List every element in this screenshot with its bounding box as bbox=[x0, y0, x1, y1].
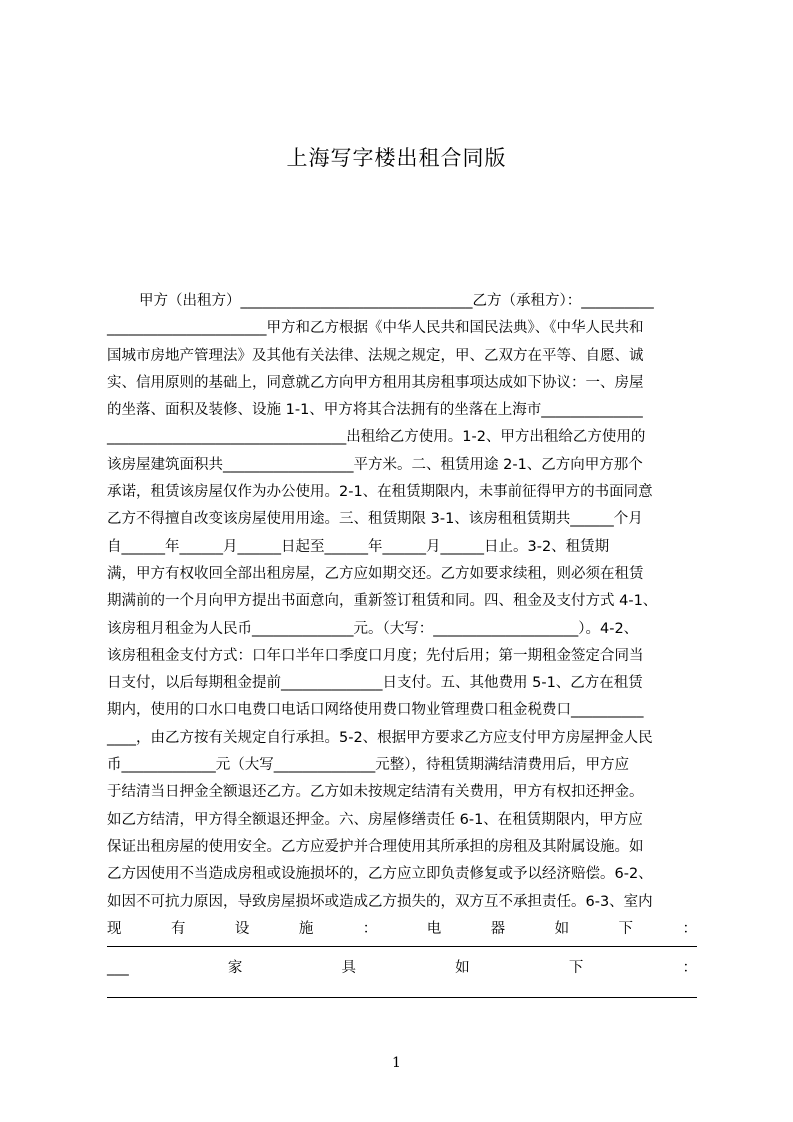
body-line: 保证出租房屋的使用安全。乙方应爱护并合理使用其所承担的房租及其附属设施。如 bbox=[107, 838, 644, 855]
body-line: 如因不可抗力原因，导致房屋损坏或造成乙方损失的，双方互不承担责任。6-3、室内 bbox=[107, 893, 653, 910]
furniture-char: 具 bbox=[341, 960, 357, 976]
body-line: 实、信用原则的基础上，同意就乙方向甲方租用其房租事项达成如下协议：一、房屋 bbox=[107, 374, 644, 391]
equipment-char: ： bbox=[682, 920, 697, 937]
body-line: 期内，使用的口水口电费口电话口网络使用费口物业管理费口租金税费口__________ bbox=[107, 702, 644, 719]
page-number: 1 bbox=[392, 1055, 401, 1071]
body-line: 如乙方结清，甲方得全额退还押金。六、房屋修缮责任 6-1、在租赁期限内，甲方应 bbox=[107, 811, 643, 828]
furniture-blank: ___ bbox=[107, 960, 129, 976]
body-line: 该房租月租金为人民币______________元。（大写：____________________）。4-2、 bbox=[107, 620, 639, 637]
fill-in-rule-furniture bbox=[107, 997, 697, 998]
equipment-char: 施 bbox=[298, 920, 314, 937]
equipment-char: 设 bbox=[234, 920, 250, 937]
body-line: 乙方不得擅自改变该房屋使用用途。三、租赁期限 3-1、该房租租赁期共______个月 bbox=[107, 511, 643, 528]
body-line: 日支付，以后每期租金提前______________日支付。五、其他费用 5-1、乙方在租赁 bbox=[107, 675, 643, 692]
body-line: 满，甲方有权收回全部出租房屋，乙方应如期交还。乙方如要求续租，则必须在租赁 bbox=[107, 565, 644, 582]
furniture-char: 下 bbox=[568, 960, 584, 976]
equipment-char: 如 bbox=[554, 920, 570, 937]
body-line: 自______年______月______日起至______年______月______日止。3-2、租赁期 bbox=[107, 538, 610, 555]
body-line: 该房屋建筑面积共__________________平方米。二、租赁用途 2-1、乙方向甲方那个 bbox=[107, 456, 643, 473]
contract-body bbox=[107, 288, 697, 937]
equipment-char: ： bbox=[362, 920, 378, 937]
equipment-char: 现 bbox=[107, 920, 122, 937]
body-line: _________________________________出租给乙方使用。1-2、甲方出租给乙方使用的 bbox=[107, 429, 646, 446]
furniture-char: ： bbox=[682, 960, 697, 976]
body-line: ____，由乙方按有关规定自行承担。5-2、根据甲方要求乙方应支付甲方房屋押金人民 bbox=[107, 729, 653, 746]
furniture-char: 如 bbox=[455, 960, 470, 976]
fill-in-rule-electrical bbox=[107, 946, 697, 947]
body-line: ______________________甲方和乙方根据《中华人民共和国民法典》、《中华人民共和 bbox=[107, 320, 644, 337]
document-title: 上海写字楼出租合同版 bbox=[286, 146, 507, 170]
equipment-line bbox=[107, 916, 697, 943]
body-line: 于结清当日押金全额退还乙方。乙方如未按规定结清有关费用，甲方有权扣还押金。 bbox=[107, 784, 644, 801]
body-line: 期满前的一个月向甲方提出书面意向，重新签订租赁和同。四、租金及支付方式 4-1、 bbox=[107, 593, 658, 610]
equipment-char: 下 bbox=[618, 920, 633, 937]
body-line: 币_____________元（大写______________元整），待租赁期满结清费用后，甲方应 bbox=[107, 757, 629, 774]
furniture-char: 家 bbox=[227, 960, 243, 976]
body-line: 该房租租金支付方式：口年口半年口季度口月度；先付后用；第一期租金签定合同当 bbox=[107, 647, 644, 664]
body-line: 国城市房地产管理法》及其他有关法律、法规之规定，甲、乙双方在平等、自愿、诚 bbox=[107, 347, 644, 364]
body-line: 的坐落、面积及装修、设施 1-1、甲方将其合法拥有的坐落在上海市______________ bbox=[107, 402, 643, 419]
equipment-char: 电 bbox=[426, 920, 442, 937]
body-line: 承诺，租赁该房屋仅作为办公使用。2-1、在租赁期限内，未事前征得甲方的书面同意 bbox=[107, 484, 653, 501]
body-line: 乙方因使用不当造成房租或设施损坏的，乙方应立即负责修复或予以经济赔偿。6-2、 bbox=[107, 866, 653, 883]
equipment-char: 器 bbox=[490, 920, 506, 937]
body-line: 甲方（出租方）________________________________乙方（承租方）：__________ bbox=[139, 293, 654, 309]
equipment-char: 有 bbox=[170, 920, 186, 937]
furniture-line bbox=[107, 955, 697, 982]
